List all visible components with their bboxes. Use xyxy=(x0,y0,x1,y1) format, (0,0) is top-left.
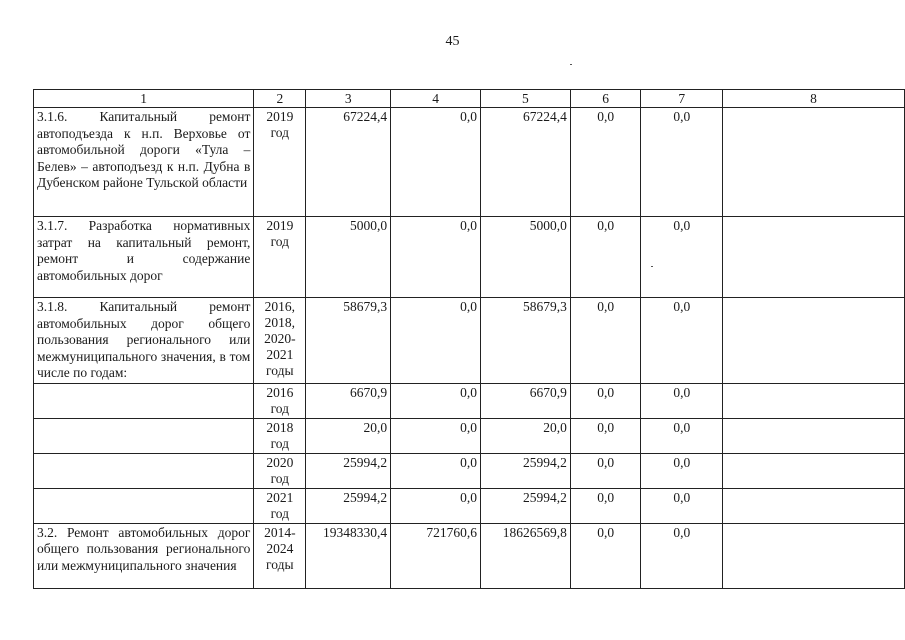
budget-table xyxy=(33,89,905,589)
value-col4: 0,0 xyxy=(391,418,481,453)
value-col6: 0,0 xyxy=(570,453,641,488)
table-row xyxy=(34,418,905,453)
value-col6: 0,0 xyxy=(570,298,641,384)
value-col8 xyxy=(723,108,905,217)
value-col3: 67224,4 xyxy=(306,108,391,217)
value-col8 xyxy=(723,488,905,523)
item-period: 2016, 2018, 2020-2021 годы xyxy=(254,298,306,384)
value-col3: 5000,0 xyxy=(306,217,391,298)
table-row xyxy=(34,217,905,298)
value-col7: 0,0 xyxy=(641,108,723,217)
value-col3: 58679,3 xyxy=(306,298,391,384)
header-cell: 3 xyxy=(306,90,391,108)
item-period: 2019 год xyxy=(254,217,306,298)
scan-speck xyxy=(651,266,653,267)
item-name xyxy=(34,418,254,453)
value-col4: 0,0 xyxy=(391,108,481,217)
value-col5: 5000,0 xyxy=(480,217,570,298)
table-row xyxy=(34,523,905,588)
header-cell: 4 xyxy=(391,90,481,108)
value-col5: 18626569,8 xyxy=(480,523,570,588)
item-name: 3.1.8. Капитальный ремонт автомобильных дорог общего пользования регионального или межмуниципального значения, в том числе по годам: xyxy=(34,298,254,384)
value-col4: 721760,6 xyxy=(391,523,481,588)
value-col4: 0,0 xyxy=(391,217,481,298)
header-cell: 1 xyxy=(34,90,254,108)
value-col3: 20,0 xyxy=(306,418,391,453)
value-col4: 0,0 xyxy=(391,453,481,488)
value-col5: 20,0 xyxy=(480,418,570,453)
item-name xyxy=(34,453,254,488)
table-row xyxy=(34,298,905,384)
item-period: 2014-2024 годы xyxy=(254,523,306,588)
value-col5: 58679,3 xyxy=(480,298,570,384)
value-col7: 0,0 xyxy=(641,383,723,418)
value-col3: 6670,9 xyxy=(306,383,391,418)
value-col8 xyxy=(723,418,905,453)
table-row xyxy=(34,108,905,217)
scan-speck xyxy=(570,64,572,65)
value-col8 xyxy=(723,217,905,298)
value-col7: 0,0 xyxy=(641,453,723,488)
value-col4: 0,0 xyxy=(391,488,481,523)
value-col3: 25994,2 xyxy=(306,488,391,523)
value-col5: 67224,4 xyxy=(480,108,570,217)
value-col7: 0,0 xyxy=(641,418,723,453)
value-col6: 0,0 xyxy=(570,418,641,453)
table-row xyxy=(34,383,905,418)
value-col7: 0,0 xyxy=(641,523,723,588)
value-col6: 0,0 xyxy=(570,523,641,588)
item-period: 2016 год xyxy=(254,383,306,418)
table-row xyxy=(34,488,905,523)
table-header-row xyxy=(34,90,905,108)
header-cell: 5 xyxy=(480,90,570,108)
item-period: 2018 год xyxy=(254,418,306,453)
value-col8 xyxy=(723,298,905,384)
item-period: 2020 год xyxy=(254,453,306,488)
item-period: 2021 год xyxy=(254,488,306,523)
item-name: 3.2. Ремонт автомобильных дорог общего пользования регионального или межмуниципального значения xyxy=(34,523,254,588)
value-col5: 25994,2 xyxy=(480,488,570,523)
value-col3: 19348330,4 xyxy=(306,523,391,588)
value-col4: 0,0 xyxy=(391,298,481,384)
value-col4: 0,0 xyxy=(391,383,481,418)
value-col8 xyxy=(723,453,905,488)
header-cell: 8 xyxy=(723,90,905,108)
value-col7: 0,0 xyxy=(641,298,723,384)
page-number: 45 xyxy=(445,34,460,49)
header-cell: 7 xyxy=(641,90,723,108)
item-name xyxy=(34,383,254,418)
item-name: 3.1.6. Капитальный ремонт автоподъезда к н.п. Верховье от автомобильной дороги «Тула – Белев» – автоподъезд к н.п. Дубна в Дубенском районе Тульской области xyxy=(34,108,254,217)
item-period: 2019 год xyxy=(254,108,306,217)
item-name xyxy=(34,488,254,523)
value-col3: 25994,2 xyxy=(306,453,391,488)
value-col5: 6670,9 xyxy=(480,383,570,418)
table-row xyxy=(34,453,905,488)
value-col6: 0,0 xyxy=(570,108,641,217)
value-col6: 0,0 xyxy=(570,217,641,298)
value-col6: 0,0 xyxy=(570,488,641,523)
item-name: 3.1.7. Разработка нормативных затрат на капитальный ремонт, ремонт и содержание автомобильных дорог xyxy=(34,217,254,298)
value-col6: 0,0 xyxy=(570,383,641,418)
header-cell: 2 xyxy=(254,90,306,108)
value-col7: 0,0 xyxy=(641,488,723,523)
value-col8 xyxy=(723,383,905,418)
value-col8 xyxy=(723,523,905,588)
header-cell: 6 xyxy=(570,90,641,108)
value-col7: 0,0 xyxy=(641,217,723,298)
value-col5: 25994,2 xyxy=(480,453,570,488)
